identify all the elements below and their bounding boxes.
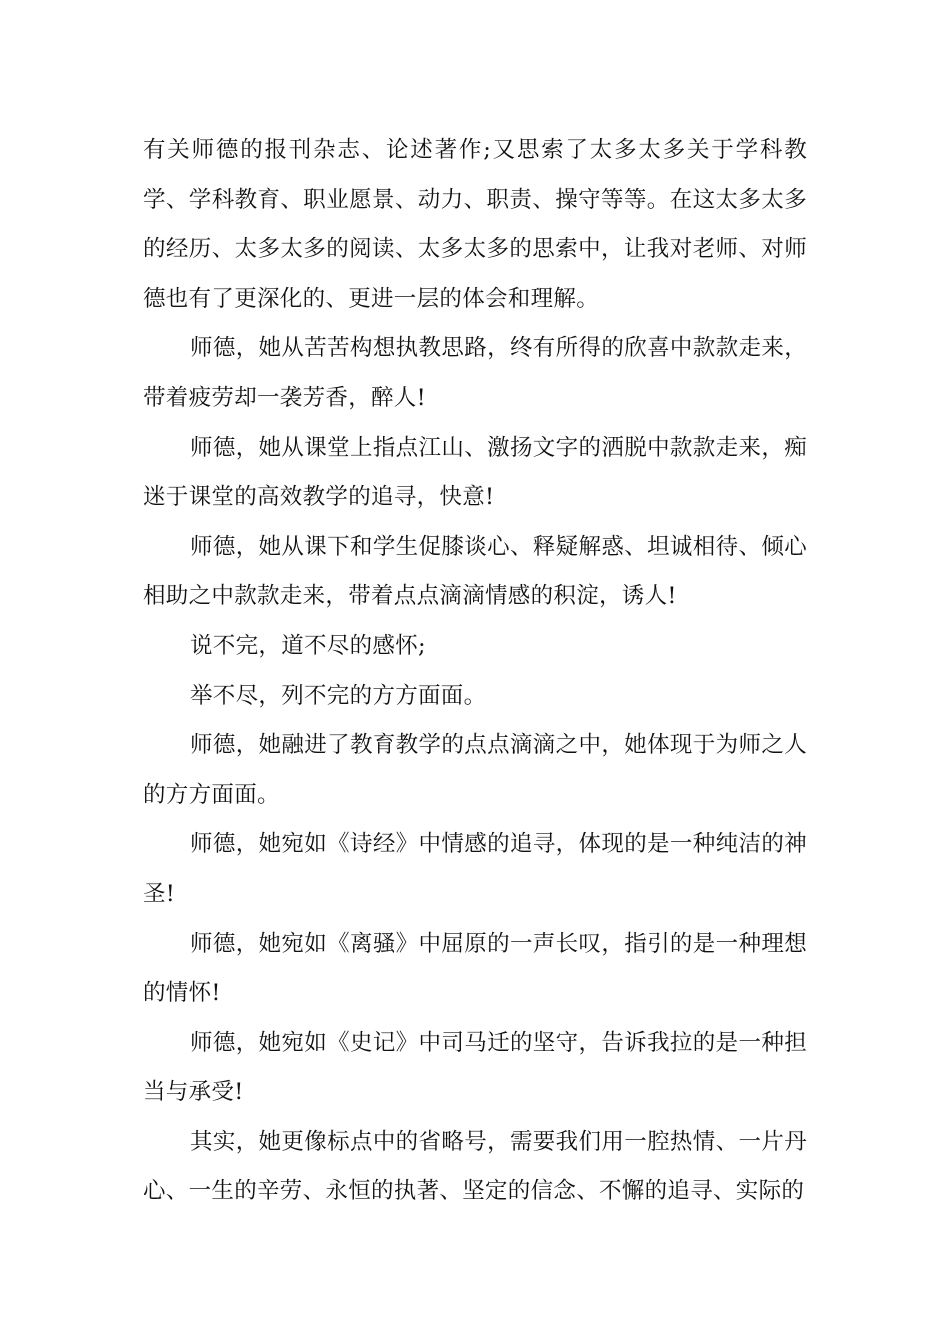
paragraph-shide-shijing: 师德，她宛如《诗经》中情感的追寻，体现的是一种纯洁的神圣! bbox=[143, 831, 807, 907]
document-body bbox=[143, 126, 807, 1217]
paragraph-continuation: 有关师德的报刊杂志、论述著作;又思索了太多太多关于学科教学、学科教育、职业愿景、动力、职责、操守等等。在这太多太多的经历、太多太多的阅读、太多太多的思索中，让我对老师、对师德也有了更深化的、更进一层的体会和理解。 bbox=[143, 137, 807, 312]
paragraph-endless-feelings: 说不完，道不尽的感怀; bbox=[190, 632, 426, 659]
paragraph-shide-shiji: 师德，她宛如《史记》中司马迁的坚守，告诉我拉的是一种担当与承受! bbox=[143, 1029, 807, 1106]
paragraph-shide-lisao: 师德，她宛如《离骚》中屈原的一声长叹，指引的是一种理想的情怀! bbox=[143, 930, 807, 1007]
paragraph-shide-classroom: 师德，她从课堂上指点江山、激扬文字的洒脱中款款走来，痴迷于课堂的高效教学的追寻，快意! bbox=[143, 434, 807, 511]
paragraph-shide-weary-fragrance: 师德，她从苦苦构想执教思路，终有所得的欣喜中款款走来，带着疲劳却一袭芳香，醉人! bbox=[143, 335, 807, 411]
paragraph-shide-everyday: 师德，她融进了教育教学的点点滴滴之中，她体现于为师之人的方方面面。 bbox=[143, 732, 807, 808]
paragraph-shide-after-class: 师德，她从课下和学生促膝谈心、释疑解惑、坦诚相待、倾心相助之中款款走来，带着点点滴滴情感的积淀，诱人! bbox=[143, 533, 807, 610]
paragraph-countless-aspects: 举不尽，列不完的方方面面。 bbox=[190, 682, 487, 709]
paragraph-ellipsis: 其实，她更像标点中的省略号，需要我们用一腔热情、一片丹心、一生的辛劳、永恒的执著、坚定的信念、不懈的追寻、实际的 bbox=[143, 1128, 807, 1205]
